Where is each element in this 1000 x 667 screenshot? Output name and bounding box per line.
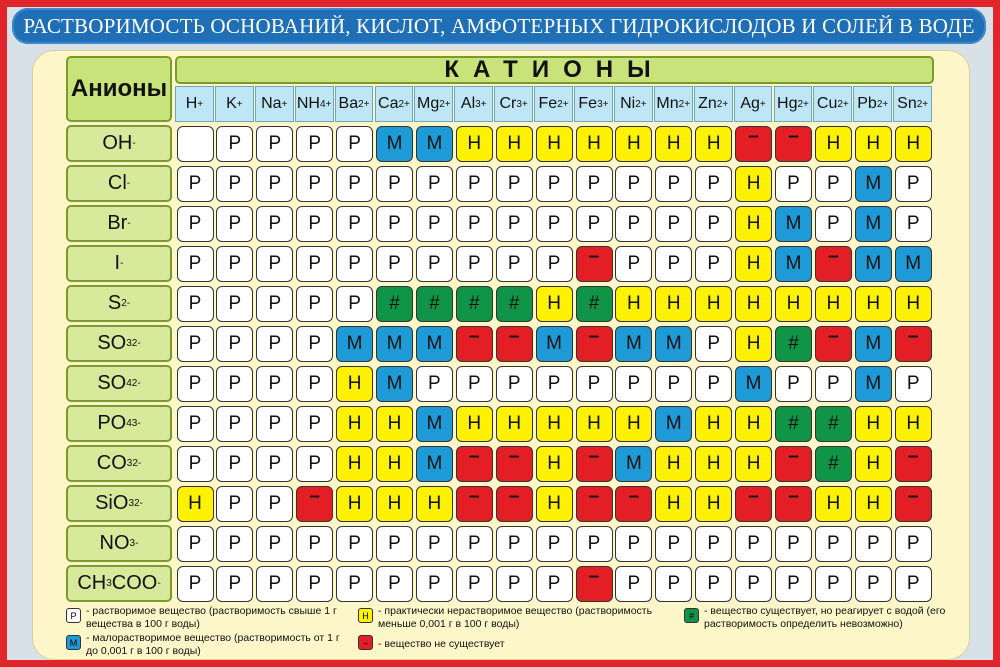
solubility-cell: H xyxy=(416,486,453,522)
solubility-cell: P xyxy=(256,566,293,602)
solubility-cell: – xyxy=(815,246,852,282)
solubility-cell: P xyxy=(416,246,453,282)
solubility-cell: P xyxy=(655,246,692,282)
solubility-cell: P xyxy=(336,566,373,602)
solubility-cell: M xyxy=(416,446,453,482)
solubility-cell: P xyxy=(256,526,293,562)
solubility-cell: P xyxy=(256,286,293,322)
solubility-cell: P xyxy=(775,366,812,402)
solubility-cell: P xyxy=(416,366,453,402)
solubility-cell: P xyxy=(536,166,573,202)
solubility-cell: # xyxy=(456,286,493,322)
solubility-cell: H xyxy=(695,446,732,482)
cation-header-cell: Hg 2+ xyxy=(774,86,813,122)
solubility-cell: # xyxy=(815,446,852,482)
solubility-cell: P xyxy=(496,246,533,282)
solubility-cell: H xyxy=(775,286,812,322)
solubility-cell: M xyxy=(336,326,373,362)
solubility-cell: P xyxy=(256,366,293,402)
solubility-cell: – xyxy=(576,486,613,522)
legend-soluble-swatch: P xyxy=(66,608,81,623)
cation-header-cell: Zn 2+ xyxy=(694,86,733,122)
solubility-cell: P xyxy=(536,526,573,562)
solubility-cell: P xyxy=(296,246,333,282)
solubility-cell: P xyxy=(496,166,533,202)
solubility-cell: P xyxy=(216,246,253,282)
solubility-cell: – xyxy=(496,486,533,522)
solubility-cell: P xyxy=(456,366,493,402)
solubility-cell: H xyxy=(735,406,772,442)
anions-header: Анионы xyxy=(66,56,172,122)
solubility-cell: M xyxy=(376,366,413,402)
solubility-cell: P xyxy=(177,206,214,242)
solubility-cell: P xyxy=(177,166,214,202)
anion-header-cell: PO 4 3- xyxy=(66,405,172,442)
solubility-cell: H xyxy=(496,406,533,442)
solubility-cell: – xyxy=(735,486,772,522)
solubility-cell: P xyxy=(216,446,253,482)
solubility-cell: M xyxy=(416,326,453,362)
solubility-cell: P xyxy=(735,566,772,602)
cation-header-cell: Sn 2+ xyxy=(893,86,932,122)
solubility-cell: P xyxy=(256,206,293,242)
solubility-cell: P xyxy=(296,286,333,322)
solubility-cell: P xyxy=(336,206,373,242)
solubility-cell: H xyxy=(336,486,373,522)
solubility-cell: – xyxy=(576,446,613,482)
solubility-cell: M xyxy=(775,246,812,282)
page-title: РАСТВОРИМОСТЬ ОСНОВАНИЙ, КИСЛОТ, АМФОТЕРНЫХ ГИДРОКИСЛОДОВ И СОЛЕЙ В ВОДЕ xyxy=(12,8,986,44)
legend-nonexistent-swatch: – xyxy=(358,635,373,650)
solubility-cell: M xyxy=(615,446,652,482)
solubility-cell: H xyxy=(695,486,732,522)
solubility-cell: P xyxy=(177,326,214,362)
solubility-cell: P xyxy=(775,166,812,202)
solubility-cell: – xyxy=(576,246,613,282)
solubility-cell: P xyxy=(655,366,692,402)
solubility-cell: M xyxy=(376,126,413,162)
solubility-cell: P xyxy=(895,166,932,202)
solubility-cell: P xyxy=(177,286,214,322)
anion-header-cell: OH - xyxy=(66,125,172,162)
anion-header-cell: SO 4 2- xyxy=(66,365,172,402)
solubility-cell: P xyxy=(536,566,573,602)
solubility-cell: P xyxy=(296,566,333,602)
solubility-cell: H xyxy=(855,446,892,482)
legend-slightly-soluble-text: - малорастворимое вещество (растворимость от 1 г до 0,001 г в 100 г воды) xyxy=(86,632,340,657)
solubility-cell: P xyxy=(895,366,932,402)
solubility-cell: H xyxy=(615,126,652,162)
solubility-cell: P xyxy=(456,166,493,202)
solubility-cell: P xyxy=(615,566,652,602)
solubility-cell: H xyxy=(536,126,573,162)
solubility-cell: M xyxy=(855,366,892,402)
solubility-cell: P xyxy=(296,366,333,402)
solubility-cell: P xyxy=(576,526,613,562)
solubility-cell: H xyxy=(655,286,692,322)
solubility-cell: H xyxy=(576,406,613,442)
anion-header-cell: SO 3 2- xyxy=(66,325,172,362)
solubility-cell: P xyxy=(695,526,732,562)
solubility-cell: P xyxy=(815,566,852,602)
solubility-cell: P xyxy=(256,246,293,282)
solubility-cell: P xyxy=(615,246,652,282)
solubility-cell: P xyxy=(256,166,293,202)
solubility-cell: H xyxy=(895,406,932,442)
solubility-cell: # xyxy=(376,286,413,322)
solubility-cell: M xyxy=(536,326,573,362)
cation-header-cell: Ca 2+ xyxy=(375,86,414,122)
cation-header-cell: H + xyxy=(175,86,214,122)
solubility-cell: P xyxy=(655,566,692,602)
solubility-cell: M xyxy=(615,326,652,362)
solubility-cell: P xyxy=(695,166,732,202)
solubility-cell: H xyxy=(735,326,772,362)
solubility-cell: P xyxy=(576,166,613,202)
cation-header-cell: Cu 2+ xyxy=(813,86,852,122)
solubility-cell: M xyxy=(655,406,692,442)
solubility-cell: P xyxy=(216,486,253,522)
solubility-cell: P xyxy=(815,206,852,242)
cations-header: КАТИОНЫ xyxy=(175,56,934,84)
solubility-cell: – xyxy=(456,326,493,362)
solubility-cell: P xyxy=(536,366,573,402)
solubility-cell: P xyxy=(216,566,253,602)
solubility-cell: H xyxy=(815,486,852,522)
solubility-cell: # xyxy=(775,406,812,442)
anion-header-cell: I - xyxy=(66,245,172,282)
solubility-cell: H xyxy=(336,446,373,482)
solubility-cell: P xyxy=(536,246,573,282)
cation-header-cell: Ag + xyxy=(734,86,773,122)
solubility-cell: # xyxy=(775,326,812,362)
solubility-cell: P xyxy=(775,566,812,602)
solubility-cell: P xyxy=(416,206,453,242)
solubility-cell: P xyxy=(256,126,293,162)
solubility-cell: P xyxy=(695,246,732,282)
legend-reacts-text: - вещество существует, но реагирует с водой (его растворимость определить невозможно) xyxy=(704,605,946,630)
cation-header-cell: Fe 3+ xyxy=(574,86,613,122)
solubility-cell: P xyxy=(456,246,493,282)
solubility-cell: H xyxy=(336,406,373,442)
solubility-cell: H xyxy=(456,406,493,442)
solubility-cell: P xyxy=(615,526,652,562)
solubility-cell: – xyxy=(895,486,932,522)
solubility-cell: M xyxy=(655,326,692,362)
solubility-cell: P xyxy=(296,166,333,202)
solubility-cell: M xyxy=(855,246,892,282)
solubility-cell: # xyxy=(576,286,613,322)
solubility-cell: H xyxy=(855,286,892,322)
solubility-cell: H xyxy=(615,286,652,322)
cation-header-cell: Cr 3+ xyxy=(494,86,533,122)
solubility-cell: P xyxy=(416,566,453,602)
solubility-cell: P xyxy=(376,246,413,282)
solubility-cell: P xyxy=(735,526,772,562)
solubility-cell: P xyxy=(376,206,413,242)
solubility-cell: – xyxy=(775,446,812,482)
solubility-cell: – xyxy=(496,326,533,362)
solubility-cell: P xyxy=(496,526,533,562)
solubility-cell: P xyxy=(496,206,533,242)
cation-header-cell: Ni 2+ xyxy=(614,86,653,122)
solubility-cell: H xyxy=(376,406,413,442)
cation-header-cell: K + xyxy=(215,86,254,122)
solubility-cell: P xyxy=(456,526,493,562)
solubility-cell: P xyxy=(216,166,253,202)
legend-slightly-soluble-swatch: M xyxy=(66,635,81,650)
solubility-cell: H xyxy=(815,286,852,322)
solubility-cell: H xyxy=(695,406,732,442)
solubility-cell: H xyxy=(536,446,573,482)
solubility-cell: H xyxy=(655,126,692,162)
solubility-cell: P xyxy=(456,206,493,242)
solubility-cell: H xyxy=(855,126,892,162)
anion-header-cell: CH 3 COO - xyxy=(66,565,172,602)
solubility-cell: H xyxy=(456,126,493,162)
solubility-cell: M xyxy=(416,126,453,162)
solubility-cell: H xyxy=(735,286,772,322)
cation-header-cell: Ba 2+ xyxy=(335,86,374,122)
solubility-cell: – xyxy=(296,486,333,522)
solubility-cell: P xyxy=(336,246,373,282)
solubility-cell: H xyxy=(735,166,772,202)
solubility-cell: – xyxy=(615,486,652,522)
legend-insoluble-swatch: H xyxy=(358,608,373,623)
solubility-cell: P xyxy=(177,526,214,562)
anion-header-cell: Br - xyxy=(66,205,172,242)
solubility-cell: P xyxy=(695,366,732,402)
solubility-cell: P xyxy=(376,166,413,202)
cation-header-cell: Mg 2+ xyxy=(414,86,453,122)
solubility-cell: H xyxy=(895,126,932,162)
solubility-cell: – xyxy=(735,126,772,162)
anion-header-cell: SiO 3 2- xyxy=(66,485,172,522)
solubility-cell: P xyxy=(615,206,652,242)
solubility-cell: H xyxy=(735,206,772,242)
legend-nonexistent-text: - вещество не существует xyxy=(378,638,505,650)
solubility-cell: P xyxy=(695,326,732,362)
solubility-cell: M xyxy=(855,326,892,362)
solubility-cell: P xyxy=(216,126,253,162)
solubility-cell xyxy=(177,126,214,162)
solubility-cell: P xyxy=(177,406,214,442)
solubility-cell: – xyxy=(895,326,932,362)
solubility-cell: H xyxy=(855,486,892,522)
solubility-cell: – xyxy=(815,326,852,362)
solubility-cell: M xyxy=(855,166,892,202)
solubility-cell: M xyxy=(735,366,772,402)
solubility-cell: H xyxy=(895,286,932,322)
solubility-cell: # xyxy=(496,286,533,322)
solubility-cell: H xyxy=(536,406,573,442)
solubility-cell: H xyxy=(576,126,613,162)
solubility-cell: P xyxy=(895,526,932,562)
solubility-cell: H xyxy=(735,246,772,282)
solubility-cell: P xyxy=(256,486,293,522)
solubility-cell: P xyxy=(576,206,613,242)
solubility-cell: P xyxy=(895,566,932,602)
cation-header-cell: Al 3+ xyxy=(454,86,493,122)
solubility-cell: P xyxy=(336,126,373,162)
solubility-cell: M xyxy=(416,406,453,442)
solubility-cell: P xyxy=(177,246,214,282)
anion-header-cell: Cl - xyxy=(66,165,172,202)
solubility-cell: P xyxy=(456,566,493,602)
solubility-cell: H xyxy=(376,446,413,482)
solubility-cell: P xyxy=(615,366,652,402)
solubility-cell: P xyxy=(216,206,253,242)
solubility-cell: P xyxy=(855,566,892,602)
solubility-cell: # xyxy=(815,406,852,442)
solubility-cell: P xyxy=(296,406,333,442)
solubility-cell: H xyxy=(695,126,732,162)
solubility-cell: P xyxy=(177,446,214,482)
solubility-cell: P xyxy=(376,526,413,562)
solubility-cell: P xyxy=(895,206,932,242)
solubility-cell: P xyxy=(216,406,253,442)
solubility-cell: – xyxy=(775,486,812,522)
solubility-cell: P xyxy=(216,366,253,402)
solubility-cell: P xyxy=(216,526,253,562)
solubility-cell: P xyxy=(655,526,692,562)
solubility-cell: H xyxy=(177,486,214,522)
solubility-cell: – xyxy=(775,126,812,162)
solubility-cell: M xyxy=(376,326,413,362)
legend-insoluble-text: - практически нерастворимое вещество (растворимость меньше 0,001 г в 100 г воды) xyxy=(378,605,653,630)
cation-header-cell: Mn 2+ xyxy=(654,86,693,122)
solubility-cell: P xyxy=(695,206,732,242)
solubility-cell: H xyxy=(815,126,852,162)
legend-reacts-swatch: # xyxy=(684,608,699,623)
anion-header-cell: NO 3 - xyxy=(66,525,172,562)
solubility-cell: P xyxy=(256,406,293,442)
solubility-cell: P xyxy=(296,446,333,482)
solubility-cell: P xyxy=(815,366,852,402)
solubility-cell: – xyxy=(576,326,613,362)
solubility-cell: – xyxy=(496,446,533,482)
cation-header-cell: NH 4 + xyxy=(295,86,334,122)
anion-header-cell: S 2- xyxy=(66,285,172,322)
solubility-cell: P xyxy=(336,526,373,562)
solubility-cell: P xyxy=(296,126,333,162)
anion-header-cell: CO 3 2- xyxy=(66,445,172,482)
solubility-cell: P xyxy=(655,166,692,202)
solubility-cell: M xyxy=(775,206,812,242)
solubility-cell: – xyxy=(576,566,613,602)
solubility-cell: P xyxy=(416,526,453,562)
solubility-cell: P xyxy=(256,326,293,362)
solubility-cell: – xyxy=(456,486,493,522)
solubility-cell: P xyxy=(296,206,333,242)
solubility-cell: H xyxy=(695,286,732,322)
solubility-cell: # xyxy=(416,286,453,322)
solubility-cell: H xyxy=(536,486,573,522)
solubility-cell: P xyxy=(296,326,333,362)
solubility-cell: M xyxy=(895,246,932,282)
solubility-cell: P xyxy=(376,566,413,602)
cation-header-cell: Na + xyxy=(255,86,294,122)
solubility-cell: P xyxy=(536,206,573,242)
solubility-cell: P xyxy=(177,366,214,402)
solubility-cell: P xyxy=(615,166,652,202)
solubility-cell: H xyxy=(376,486,413,522)
solubility-cell: P xyxy=(416,166,453,202)
solubility-cell: P xyxy=(336,166,373,202)
solubility-cell: P xyxy=(216,286,253,322)
solubility-cell: – xyxy=(895,446,932,482)
solubility-cell: H xyxy=(615,406,652,442)
solubility-cell: – xyxy=(456,446,493,482)
solubility-cell: P xyxy=(815,166,852,202)
solubility-cell: P xyxy=(815,526,852,562)
solubility-cell: P xyxy=(256,446,293,482)
solubility-cell: P xyxy=(576,366,613,402)
solubility-cell: M xyxy=(855,206,892,242)
solubility-cell: P xyxy=(855,526,892,562)
solubility-cell: H xyxy=(855,406,892,442)
cation-header-cell: Fe 2+ xyxy=(534,86,573,122)
solubility-cell: H xyxy=(536,286,573,322)
solubility-cell: P xyxy=(177,566,214,602)
solubility-cell: H xyxy=(735,446,772,482)
solubility-cell: P xyxy=(496,366,533,402)
solubility-cell: P xyxy=(695,566,732,602)
solubility-cell: P xyxy=(655,206,692,242)
solubility-cell: P xyxy=(336,286,373,322)
solubility-cell: H xyxy=(496,126,533,162)
solubility-cell: H xyxy=(655,446,692,482)
solubility-cell: P xyxy=(216,326,253,362)
solubility-cell: P xyxy=(775,526,812,562)
solubility-cell: P xyxy=(296,526,333,562)
legend-soluble-text: - растворимое вещество (растворимость свыше 1 г вещества в 100 г воды) xyxy=(86,605,337,630)
solubility-cell: H xyxy=(336,366,373,402)
solubility-cell: P xyxy=(496,566,533,602)
solubility-cell: H xyxy=(655,486,692,522)
cation-header-cell: Pb 2+ xyxy=(853,86,892,122)
